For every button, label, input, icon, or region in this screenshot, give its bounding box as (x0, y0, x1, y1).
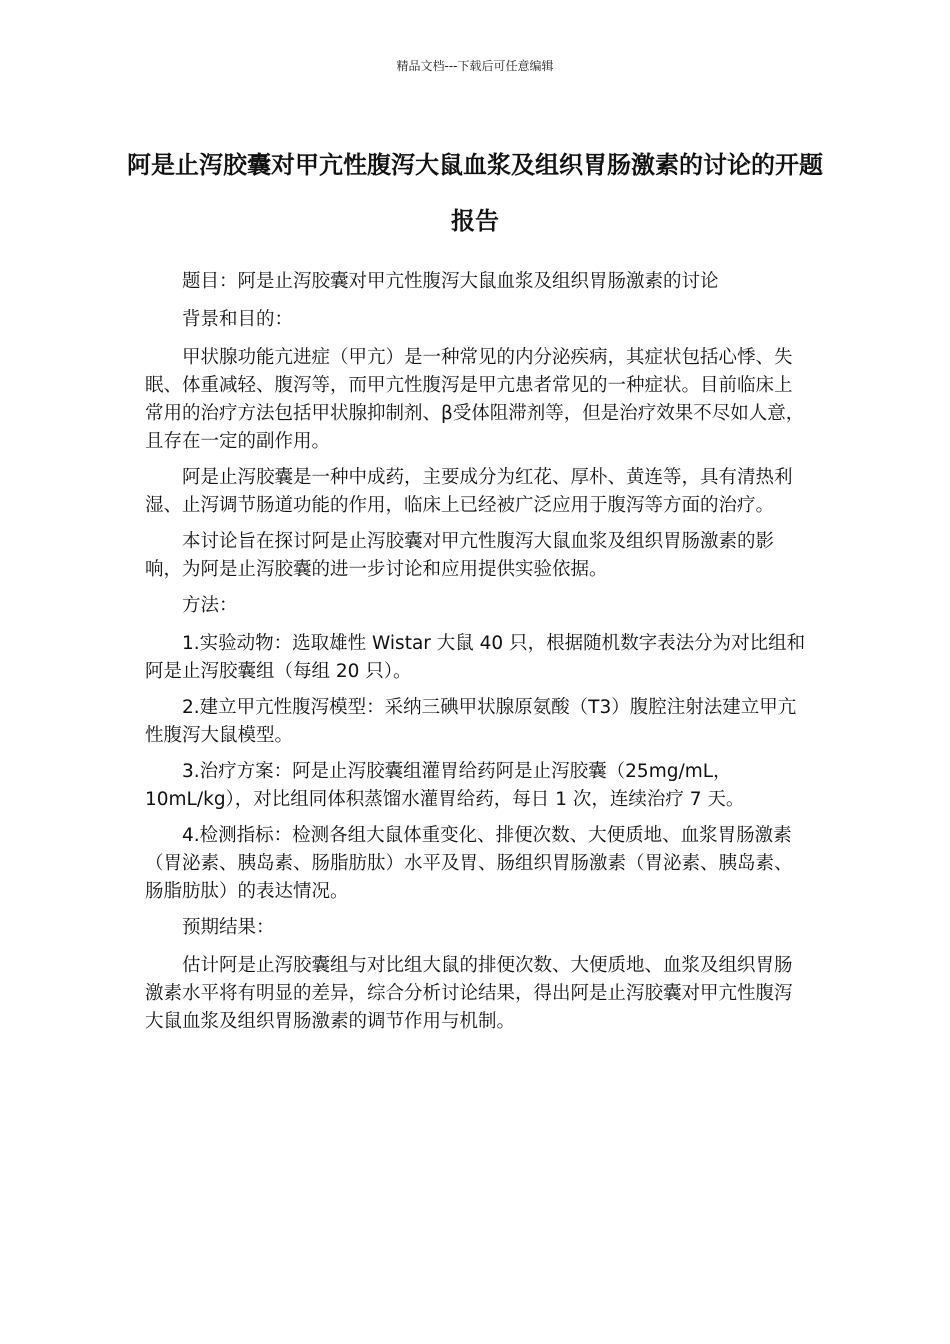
background-paragraph: 本讨论旨在探讨阿是止泻胶囊对甲亢性腹泻大鼠血浆及组织胃肠激素的影响，为阿是止泻胶囊的进一步讨论和应用提供实验依据。 (145, 531, 775, 580)
methods-item: 1.实验动物：选取雄性 Wistar 大鼠 40 只，根据随机数字表法分为对比组和阿是止泻胶囊组（每组 20 只）。 (145, 633, 806, 682)
methods-item: 3.治疗方案：阿是止泻胶囊组灌胃给药阿是止泻胶囊（25mg/mL，10mL/kg），对比组同体积蒸馏水灌胃给药，每日 1 次，连续治疗 7 天。 (145, 761, 745, 810)
methods-item: 2.建立甲亢性腹泻模型：采纳三碘甲状腺原氨酸（T3）腹腔注射法建立甲亢性腹泻大鼠模型。 (145, 697, 797, 746)
background-paragraph: 甲状腺功能亢进症（甲亢）是一种常见的内分泌疾病，其症状包括心悸、失眠、体重减轻、腹泻等，而甲亢性腹泻是甲亢患者常见的一种症状。目前临床上常用的治疗方法包括甲状腺抑制剂、β受体阻滞剂等，但是治疗效果不尽如人意，且存在一定的副作用。 (145, 347, 805, 452)
background-paragraph: 阿是止泻胶囊是一种中成药，主要成分为红花、厚朴、黄连等，具有清热利湿、止泻调节肠道功能的作用，临床上已经被广泛应用于腹泻等方面的治疗。 (145, 467, 793, 516)
document-title: 阿是止泻胶囊对甲亢性腹泻大鼠血浆及组织胃肠激素的讨论的开题报告 (127, 151, 823, 235)
methods-item: 4.检测指标：检测各组大鼠体重变化、排便次数、大便质地、血浆胃肠激素（胃泌素、胰岛素、肠脂肪肽）水平及胃、肠组织胃肠激素（胃泌素、胰岛素、肠脂肪肽）的表达情况。 (145, 825, 793, 902)
results-paragraph: 估计阿是止泻胶囊组与对比组大鼠的排便次数、大便质地、血浆及组织胃肠激素水平将有明显的差异，综合分析讨论结果，得出阿是止泻胶囊对甲亢性腹泻大鼠血浆及组织胃肠激素的调节作用与机制。 (145, 955, 793, 1032)
results-label: 预期结果： (182, 917, 275, 938)
header-note: 精品文档---下载后可任意编辑 (396, 59, 554, 73)
methods-label: 方法： (182, 595, 238, 616)
document-body (145, 268, 810, 1044)
background-label: 背景和目的： (182, 309, 294, 330)
topic-line: 题目：阿是止泻胶囊对甲亢性腹泻大鼠血浆及组织胃肠激素的讨论 (182, 271, 719, 292)
